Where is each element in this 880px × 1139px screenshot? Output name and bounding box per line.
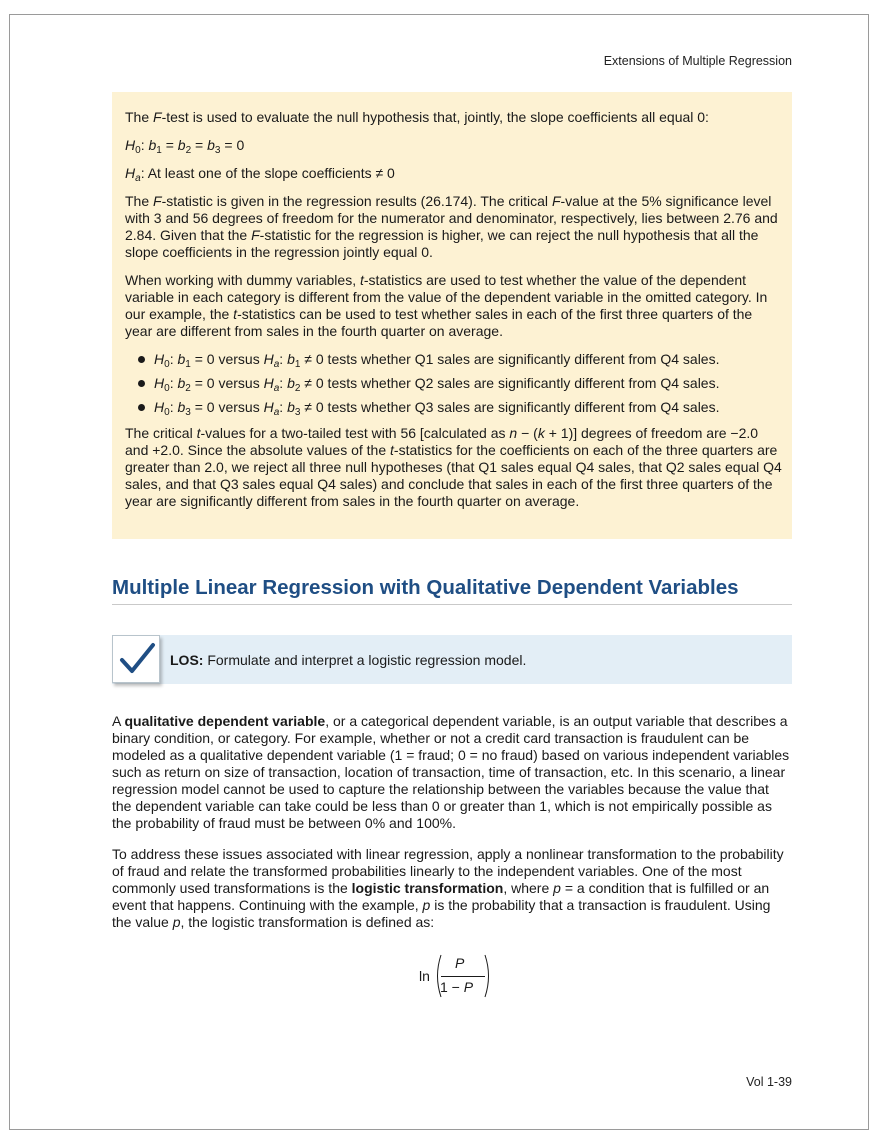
callout-paragraph-ftest: The F-test is used to evaluate the null hypothesis that, jointly, the slope coefficients all equal 0: [125,109,709,125]
right-paren-icon [483,954,493,998]
body-paragraph-qualitative: A qualitative dependent variable, or a categorical dependent variable, is an output variable that describes a binary condition, or category. For example, whether or not a credit card transaction is fraudulent can be modeled as a qualitative dependent variable (1 = fraud; 0 = no fraud) based on various independent variables such as return on size of transaction, location of transaction, time of transaction, etc. In this scenario, a linear regression model cannot be used to capture the relationship between the variables because the value that the dependent variable can take could be less than 0 or greater than 1, which is not empirically possible as the probability of fraud must be between 0% and 100%. [112,713,790,831]
body-paragraph-logistic: To address these issues associated with linear regression, apply a nonlinear transformation to the probability of fraud and relate the transformed probabilities linearly to the independent variables. One of the most commonly used transformations is the logistic transformation, where p = a condition that is fulfilled or an event that happens. Continuing with the example, p is the probability that a transaction is fraudulent. Using the value p, the logistic transformation is defined as: [112,846,784,930]
list-item: $H_0$: $b_3 = 0$ versus $H_a$: $b_3 \ne 0$ tests whether Q3 sales are significantly different from Q4 sales. [125,399,782,416]
formula-ln: ln [419,968,430,984]
list-item: $H_0$: $b_2 = 0$ versus $H_a$: $b_2 \ne 0$ tests whether Q2 sales are significantly different from Q4 sales. [125,375,782,392]
formula-numerator: P [455,955,465,971]
bullet-icon [138,404,145,411]
section-heading: Multiple Linear Regression with Qualitative Dependent Variables [112,576,792,605]
fraction-bar [441,976,485,977]
los-text: LOS: Formulate and interpret a logistic regression model. [170,652,527,668]
hypothesis-bullet-list [125,351,782,416]
checkmark-icon [112,635,160,683]
alternative-hypothesis: $H_a$: At least one of the slope coefficients ≠ 0 [125,165,395,184]
bullet-icon [138,380,145,387]
running-head: Extensions of Multiple Regression [603,54,792,68]
formula-denominator: 1 − P [440,979,474,995]
callout-paragraph-dummy-variables: When working with dummy variables, t-statistics are used to test whether the value of the dependent variable in each category is different from the value of the dependent variable in the omitted category. In our example, the t-statistics can be used to test whether sales in each of the first three quarters of the year are different from sales in the fourth quarter on average. [125,272,768,339]
list-item: $H_0$: $b_1 = 0$ versus $H_a$: $b_1 \ne 0$ tests whether Q1 sales are significantly different from Q4 sales. [125,351,782,368]
example-callout-box [112,92,792,539]
bullet-icon [138,356,145,363]
logit-formula [419,952,499,1000]
los-banner [112,635,792,684]
page-number: Vol 1-39 [746,1075,792,1089]
null-hypothesis: $H_0$: $b_1 = b_2 = b_3 = 0$ [125,137,245,156]
callout-paragraph-critical-t: The critical t-values for a two-tailed test with 56 [calculated as n − (k + 1)] degrees of freedom are −2.0 and +2.0. Since the absolute values of the t-statistics for the coefficients on each of the three quarters are greater than 2.0, we reject all three null hypotheses (that Q1 sales equal Q4 sales, that Q2 sales equal Q4 sales, and that Q3 sales equal Q4 sales) and conclude that sales in each of the first three quarters of the year are significantly different from sales in the fourth quarter on average. [125,425,782,509]
callout-paragraph-fstatistic: The F-statistic is given in the regression results (26.174). The critical F-value at the 5% significance level with 3 and 56 degrees of freedom for the numerator and denominator, respectively, lies between 2.76 and 2.84. Given that the F-statistic for the regression is higher, we can reject the null hypothesis that all the slope coefficients in the regression jointly equal 0. [125,193,778,260]
